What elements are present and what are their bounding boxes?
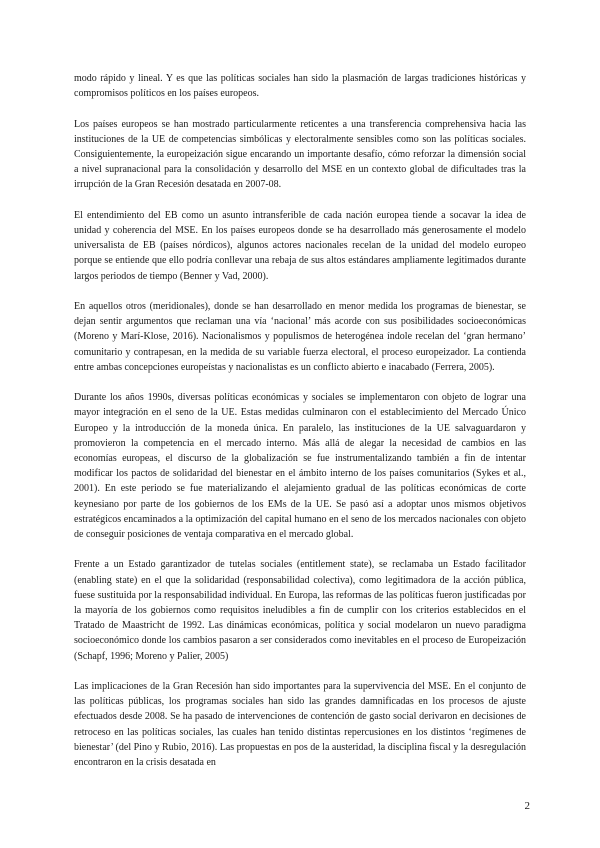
paragraph-6: Frente a un Estado garantizador de tutelas sociales (entitlement state), se reclamaba un Estado facilitador (enabling state) en el que la solidaridad (responsabilidad colectiva), como legitimadora de la acción pública, fuese sustituida por la responsabilidad individual. En Europa, las reformas de las políticas fueron justificadas por la mayoría de los gobiernos como requisitos ineludibles a fin de cumplir con los criterios establecidos en el Tratado de Maastricht de 1992. Las dinámicas económicas, política y social modelaron un nuevo paradigma socioeconómico donde los cambios pasaron a ser considerados como inevitables en el proceso de Europeización (Schapf, 1996; Moreno y Palier, 2005) <box>74 559 526 662</box>
paragraph-3: El entendimiento del EB como un asunto intransferible de cada nación europea tiende a socavar la idea de unidad y coherencia del MSE. En los países europeos donde se ha desarrollado más generosamente el modelo universalista de EB (países nórdicos), algunos actores nacionales recelan de la unidad del modelo europeo porque se entiende que ello podría conllevar una rebaja de sus altos estándares ampliamente legitimados durante largos periodos de tiempo (Benner y Vad, 2000). <box>74 209 526 282</box>
paragraph-5: Durante los años 1990s, diversas políticas económicas y sociales se implementaron con objeto de lograr una mayor integración en el seno de la UE. Estas medidas culminaron con el establecimiento del Mercado Único Europeo y la introducción de la moneda única. En paralelo, las instituciones de la UE salvaguardaron y promovieron la competencia en el mercado interno. Más allá de alegar la necesidad de cambios en las economías europeas, el discurso de la globalización se fue instrumentalizando también a fin de intentar modificar los pactos de solidaridad del bienestar en el ámbito interno de los países comunitarios (Sykes et al., 2001). En este periodo se fue materializando el alejamiento gradual de las políticas económicas de corte keynesiano por parte de los gobiernos de los EMs de la UE. Se pasó así a adoptar unos mismos objetivos estratégicos encaminados a la optimización del capital humano en el seno de los mercados nacionales con objeto de conseguir posiciones de ventaja comparativa en el mercado global. <box>74 392 526 541</box>
paragraph-7: Las implicaciones de la Gran Recesión han sido importantes para la supervivencia del MSE. En el conjunto de las políticas públicas, los programas sociales han sido las grandes damnificadas en los procesos de ajuste efectuados desde 2008. Se ha pasado de intervenciones de contención de gasto social derivaron en decisiones de retroceso en las políticas sociales, las cuales han tenido distintas repercusiones en los distintos ‘regímenes de bienestar’ (del Pino y Rubio, 2016). Las propuestas en pos de la austeridad, la disciplina fiscal y la desregulación encontraron en la crisis desatada en <box>74 681 527 769</box>
body-text <box>74 71 526 770</box>
paragraph-4: En aquellos otros (meridionales), donde se han desarrollado en menor medida los programas de bienestar, se dejan sentir argumentos que reclaman una vía ‘nacional’ más acorde con sus posibilidades socioeconómicas (Moreno y Marí-Klose, 2016). Nacionalismos y populismos de heterogénea índole recelan del ‘gran hermano’ comunitario y contrapesan, en la medida de su variable fuerza electoral, el proceso europeizador. La contienda entre ambas concepciones europeístas y nacionalistas es un conflicto abierto e inacabado (Ferrera, 2005). <box>74 301 526 373</box>
paragraph-2: Los países europeos se han mostrado particularmente reticentes a una transferencia comprehensiva hacia las instituciones de la UE de competencias simbólicas y electoralmente sensibles como son las políticas sociales. Consiguientemente, la europeización sigue encarando un importante desafío, cómo reforzar la dimensión social a nivel supranacional para la consolidación y desarrollo del MSE en un contexto global de dificultades tras la irrupción de la Gran Recesión desatada en 2007-08. <box>74 118 526 191</box>
page-number: 2 <box>524 800 530 812</box>
paragraph-1: modo rápido y lineal. Y es que las políticas sociales han sido la plasmación de largas tradiciones históricas y compromisos políticos en los países europeos. <box>74 73 526 100</box>
